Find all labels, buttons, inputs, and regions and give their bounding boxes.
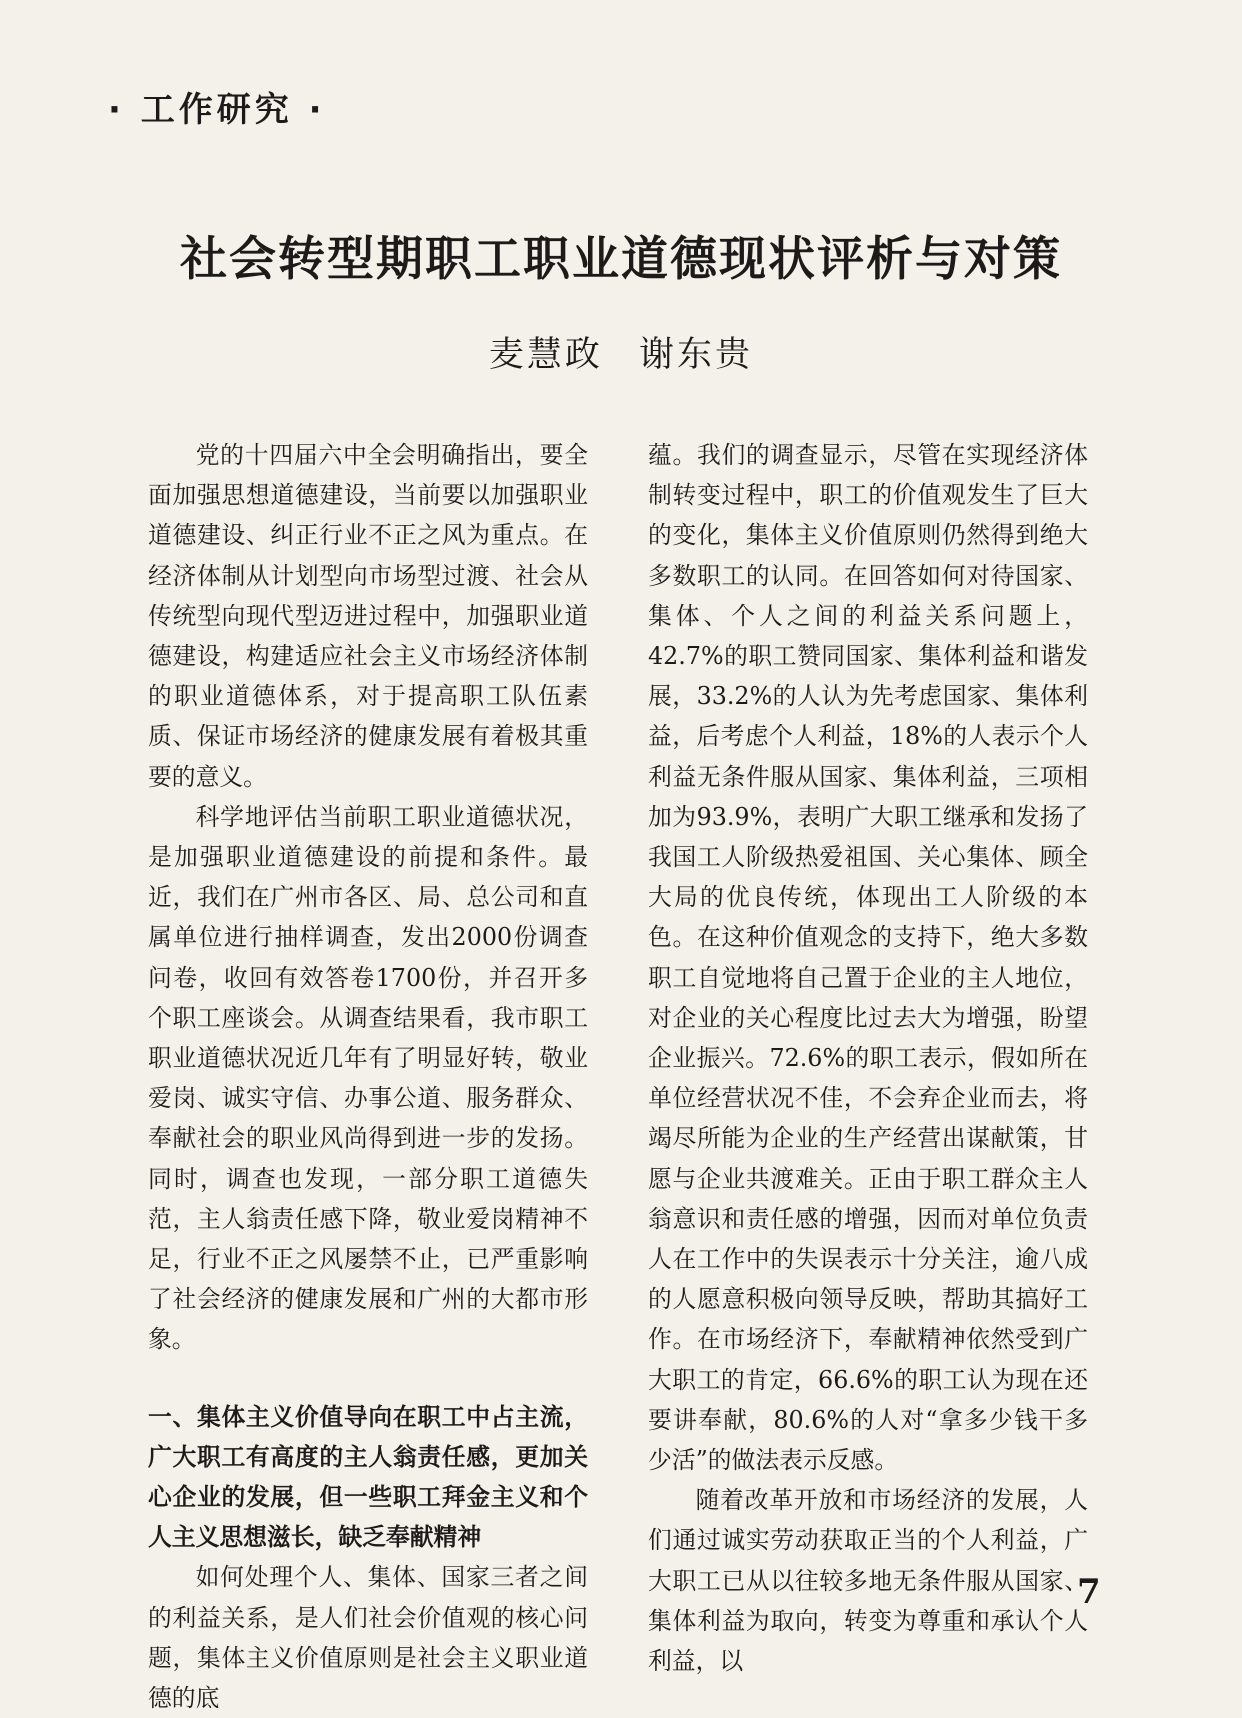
article-authors: 麦慧政 谢东贵 [488,335,754,375]
paragraph: 如何处理个人、集体、国家三者之间的利益关系，是人们社会价值观的核心问题，集体主义价值原则是社会主义职业道德的底 [148,1563,588,1713]
page-number: 7 [1077,1572,1101,1612]
section-heading: 一、集体主义价值导向在职工中占主流，广大职工有高度的主人翁责任感，更加关心企业的发展，但一些职工拜金主义和个人主义思想滋长，缺乏奉献精神 [148,1402,588,1552]
paragraph: 科学地评估当前职工职业道德状况，是加强职业道德建设的前提和条件。最近，我们在广州市各区、局、总公司和直属单位进行抽样调查，发出2000份调查问卷，收回有效答卷1700份，并召开多个职工座谈会。从调查结果看，我市职工职业道德状况近几年有了明显好转，敬业爱岗、诚实守信、办事公道、服务群众、奉献社会的职业风尚得到进一步的发扬。同时，调查也发现，一部分职工道德失范，主人翁责任感下降，敬业爱岗精神不足，行业不正之风屡禁不止，已严重影响了社会经济的健康发展和广州的大都市形象。 [148,802,588,1354]
paragraph: 蕴。我们的调查显示，尽管在实现经济体制转变过程中，职工的价值观发生了巨大的变化，集体主义价值原则仍然得到绝大多数职工的认同。在回答如何对待国家、集体、个人之间的利益关系问题上，42.7%的职工赞同国家、集体利益和谐发展，33.2%的人认为先考虑国家、集体利益，后考虑个人利益，18%的人表示个人利益无条件服从国家、集体利益，三项相加为93.9%，表明广大职工继承和发扬了我国工人阶级热爱祖国、关心集体、顾全大局的优良传统，体现出工人阶级的本色。在这种价值观念的支持下，绝大多数职工自觉地将自己置于企业的主人地位，对企业的关心程度比过去大为增强，盼望企业振兴。72.6%的职工表示，假如所在单位经营状况不佳，不会弃企业而去，将竭尽所能为企业的生产经营出谋献策，甘愿与企业共渡难关。正由于职工群众主人翁意识和责任感的增强，因而对单位负责人在工作中的失误表示十分关注，逾八成的人愿意积极向领导反映，帮助其搞好工作。在市场经济下，奉献精神依然受到广大职工的肯定，66.6%的职工认为现在还要讲奉献，80.6%的人对“拿多少钱干多少活”的做法表示反感。 [648,441,1088,1475]
paragraph: 党的十四届六中全会明确指出，要全面加强思想道德建设，当前要以加强职业道德建设、纠正行业不正之风为重点。在经济体制从计划型向市场型过渡、社会从传统型向现代型迈进过程中，加强职业道德建设，构建适应社会主义市场经济体制的职业道德体系，对于提高职工队伍素质、保证市场经济的健康发展有着极其重要的意义。 [148,441,588,791]
left-column [148,435,588,1718]
section-label: · 工作研究 · [108,90,326,130]
right-column [648,435,1088,1681]
paragraph: 随着改革开放和市场经济的发展，人们通过诚实劳动获取正当的个人利益，广大职工已从以往较多地无条件服从国家、集体利益为取向，转变为尊重和承认个人利益，以 [648,1486,1088,1676]
article-title: 社会转型期职工职业道德现状评析与对策 [180,232,1062,287]
